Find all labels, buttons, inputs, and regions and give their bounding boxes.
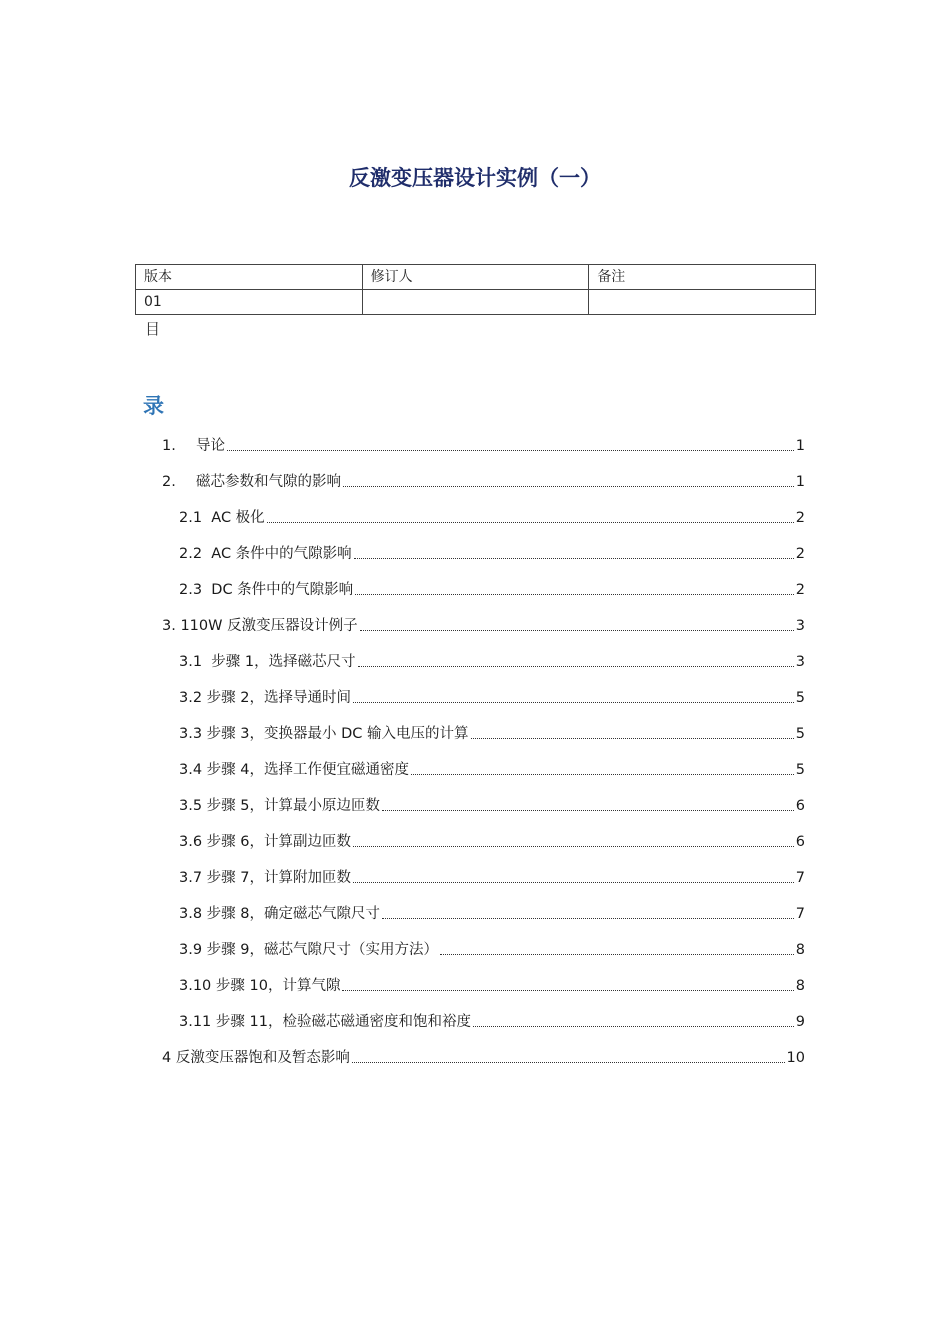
toc-dot-leader [342, 990, 793, 991]
toc-entry-3-9[interactable] [179, 939, 805, 961]
toc-heading-part2: 录 [143, 394, 164, 418]
revision-header-version: 版本 [136, 265, 363, 290]
toc-entry-page: 6 [795, 798, 805, 814]
toc-entry-page: 2 [795, 510, 805, 526]
document-title: 反激变压器设计实例（一） [349, 165, 601, 190]
toc-entry-page: 5 [795, 690, 805, 706]
toc-entry-number: 2. [162, 474, 176, 490]
toc-entry-3-3[interactable] [179, 723, 805, 745]
toc-entry-number: 3.7 [179, 870, 203, 886]
toc-dot-leader [343, 486, 794, 487]
toc-entry-number: 3. [162, 618, 176, 634]
toc-entry-label: AC 条件中的气隙影响 [211, 546, 352, 562]
toc-dot-leader [360, 630, 794, 631]
toc-entry-page: 6 [795, 834, 805, 850]
revision-header-reviser: 修订人 [362, 265, 589, 290]
toc-dot-leader [353, 846, 794, 847]
revision-table [135, 264, 816, 315]
toc-entry-page: 10 [786, 1050, 805, 1066]
toc-entry-number: 2.3 [179, 582, 203, 598]
toc-entry-number: 3.5 [179, 798, 203, 814]
toc-entry-3-4[interactable] [179, 759, 805, 781]
toc-entry-page: 9 [795, 1014, 805, 1030]
toc-dot-leader [355, 594, 794, 595]
toc-entry-page: 8 [795, 942, 805, 958]
toc-entry-page: 2 [795, 582, 805, 598]
toc-entry-number: 1. [162, 438, 176, 454]
toc-entry-page: 1 [795, 474, 805, 490]
toc-entry-label: 步骤 8，确定磁芯气隙尺寸 [206, 906, 381, 922]
toc-entry-page: 7 [795, 906, 805, 922]
toc-entry-label: DC 条件中的气隙影响 [211, 582, 354, 598]
toc-entry-3-8[interactable] [179, 903, 805, 925]
toc-entry-label: 110W 反激变压器设计例子 [180, 618, 358, 634]
toc-entry-number: 4 [162, 1050, 172, 1066]
revision-cell-notes [589, 290, 816, 315]
toc-entry-label: 步骤 1，选择磁芯尺寸 [211, 654, 356, 670]
toc-entry-3-6[interactable] [179, 831, 805, 853]
toc-dot-leader [411, 774, 794, 775]
revision-cell-reviser [362, 290, 589, 315]
toc-entry-label: AC 极化 [211, 510, 265, 526]
toc-entry-2-1[interactable] [179, 507, 805, 529]
toc-entry-label: 步骤 4，选择工作便宜磁通密度 [206, 762, 410, 778]
toc-entry-2-2[interactable] [179, 543, 805, 565]
toc-entry-2[interactable] [162, 471, 805, 493]
toc-entry-page: 8 [795, 978, 805, 994]
toc-entry-number: 3.9 [179, 942, 203, 958]
toc-entry-4[interactable] [162, 1047, 805, 1069]
toc-entry-label: 步骤 9，磁芯气隙尺寸（实用方法） [206, 942, 439, 958]
toc-entry-page: 5 [795, 726, 805, 742]
toc-entry-2-3[interactable] [179, 579, 805, 601]
toc-dot-leader [352, 1062, 785, 1063]
toc-entry-number: 3.1 [179, 654, 203, 670]
toc-entry-label: 反激变压器饱和及暂态影响 [175, 1050, 350, 1066]
toc-entry-3[interactable] [162, 615, 805, 637]
toc-entry-number: 3.10 [179, 978, 212, 994]
toc-entry-number: 2.2 [179, 546, 203, 562]
toc-entry-number: 3.6 [179, 834, 203, 850]
table-row [136, 290, 816, 315]
toc-entry-page: 3 [795, 654, 805, 670]
toc-entry-3-2[interactable] [179, 687, 805, 709]
toc-entry-3-1[interactable] [179, 651, 805, 673]
toc-entry-page: 2 [795, 546, 805, 562]
toc-heading-part1: 目 [145, 320, 161, 338]
toc-entry-page: 5 [795, 762, 805, 778]
toc-dot-leader [358, 666, 794, 667]
toc-dot-leader [382, 810, 794, 811]
revision-table-header-row [136, 265, 816, 290]
toc-entry-3-11[interactable] [179, 1011, 805, 1033]
toc-entry-3-7[interactable] [179, 867, 805, 889]
revision-cell-version: 01 [136, 290, 363, 315]
toc-entry-label: 步骤 6，计算副边匝数 [206, 834, 352, 850]
toc-dot-leader [473, 1026, 794, 1027]
toc-dot-leader [227, 450, 794, 451]
toc-dot-leader [267, 522, 794, 523]
toc-entry-3-10[interactable] [179, 975, 805, 997]
toc-entry-3-5[interactable] [179, 795, 805, 817]
toc-entry-number: 3.11 [179, 1014, 212, 1030]
toc-entry-page: 1 [795, 438, 805, 454]
toc-entry-page: 3 [795, 618, 805, 634]
toc-entry-number: 3.3 [179, 726, 203, 742]
toc-entry-number: 3.8 [179, 906, 203, 922]
toc-entry-number: 3.4 [179, 762, 203, 778]
toc-entry-label: 步骤 3，变换器最小 DC 输入电压的计算 [206, 726, 469, 742]
toc-entry-label: 步骤 11，检验磁芯磁通密度和饱和裕度 [215, 1014, 471, 1030]
toc-dot-leader [471, 738, 794, 739]
toc-entry-number: 2.1 [179, 510, 203, 526]
toc-entry-1[interactable] [162, 435, 805, 457]
toc-dot-leader [354, 558, 794, 559]
toc-entry-page: 7 [795, 870, 805, 886]
toc-entry-label: 步骤 5，计算最小原边匝数 [206, 798, 381, 814]
toc-entry-label: 导论 [196, 438, 225, 454]
revision-header-notes: 备注 [589, 265, 816, 290]
toc-entry-label: 步骤 7，计算附加匝数 [206, 870, 352, 886]
toc-dot-leader [440, 954, 794, 955]
toc-dot-leader [353, 702, 794, 703]
toc-entry-number: 3.2 [179, 690, 203, 706]
toc-dot-leader [353, 882, 794, 883]
toc-dot-leader [382, 918, 794, 919]
toc-entry-label: 磁芯参数和气隙的影响 [196, 474, 341, 490]
toc-entry-label: 步骤 2，选择导通时间 [206, 690, 352, 706]
toc-entry-label: 步骤 10，计算气隙 [215, 978, 341, 994]
